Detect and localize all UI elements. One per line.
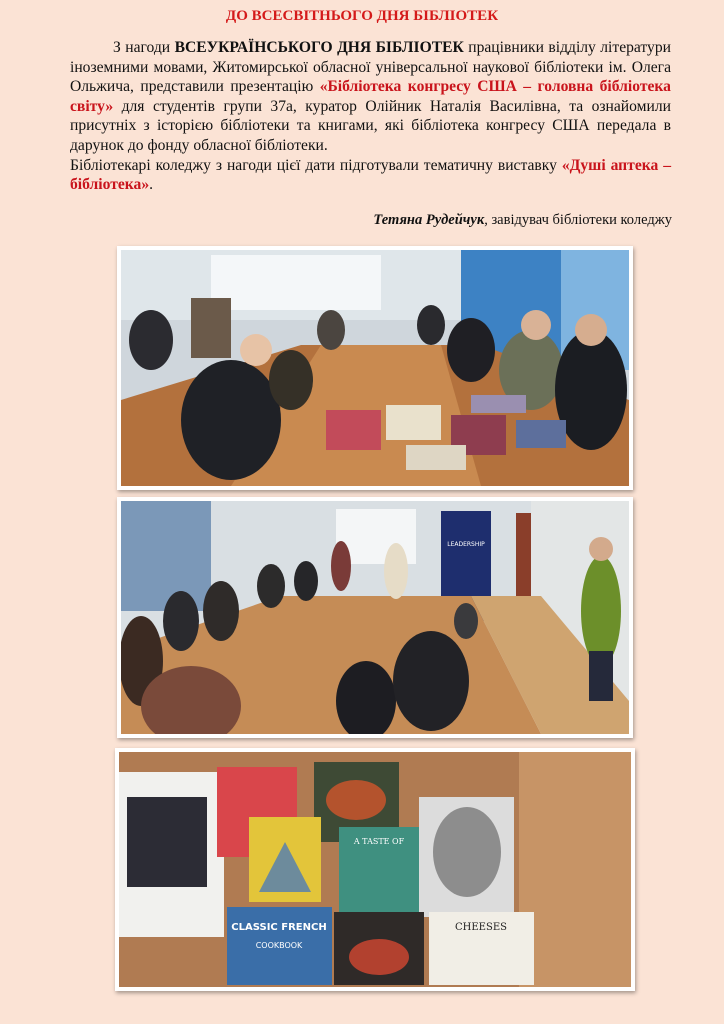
photo-librarian-presentation-image	[121, 501, 629, 734]
article-text	[70, 38, 671, 195]
photo-presentation-table-image	[121, 250, 629, 486]
book-title-cookbook: COOKBOOK	[255, 941, 303, 950]
book-title-classic-french: CLASSIC FRENCH	[231, 922, 327, 933]
presentation-title: «Бібліотека конгресу США – головна бібліотека світу»	[70, 78, 671, 115]
article-paragraph-1: З нагоди ВСЕУКРАЇНСЬКОГО ДНЯ БІБЛІОТЕК працівники відділу літератури іноземними мовами, Житомирської обласної універсальної наукової бібліотеки ім. Олега Ольжича, представили презентацію «Бібліотека конгресу США – головна бібліотека світу» для студентів групи 37а, куратор Олійник Наталія Василівна, та ознайомили присутніх з історією бібліотеки та книгами, які бібліотека конгресу США передала в дарунок до фонду обласної бібліотеки.	[70, 39, 671, 154]
article-paragraph-2: Бібліотекарі коледжу з нагоди цієї дати підготували тематичну виставку «Душі аптека – бібліотека».	[70, 156, 671, 194]
book-title-cheeses: CHEESES	[455, 922, 507, 933]
signature	[373, 212, 672, 229]
author-name: Тетяна Рудейчук	[373, 212, 485, 228]
exhibition-title: «Душі аптека – бібліотека»	[70, 156, 671, 194]
author-role: , завідувач бібліотеки коледжу	[484, 212, 672, 228]
book-title-taste: A TASTE OF	[353, 837, 405, 846]
photo-librarian-presentation	[117, 497, 633, 738]
page-title: ДО ВСЕСВІТНЬОГО ДНЯ БІБЛІОТЕК	[225, 8, 499, 24]
photo-book-exhibition-image	[119, 752, 631, 987]
photo-presentation-table	[117, 246, 633, 490]
banner-text: LEADERSHIP	[447, 541, 485, 548]
holiday-name: ВСЕУКРАЇНСЬКОГО ДНЯ БІБЛІОТЕК	[174, 39, 464, 56]
photo-book-exhibition	[115, 748, 635, 991]
